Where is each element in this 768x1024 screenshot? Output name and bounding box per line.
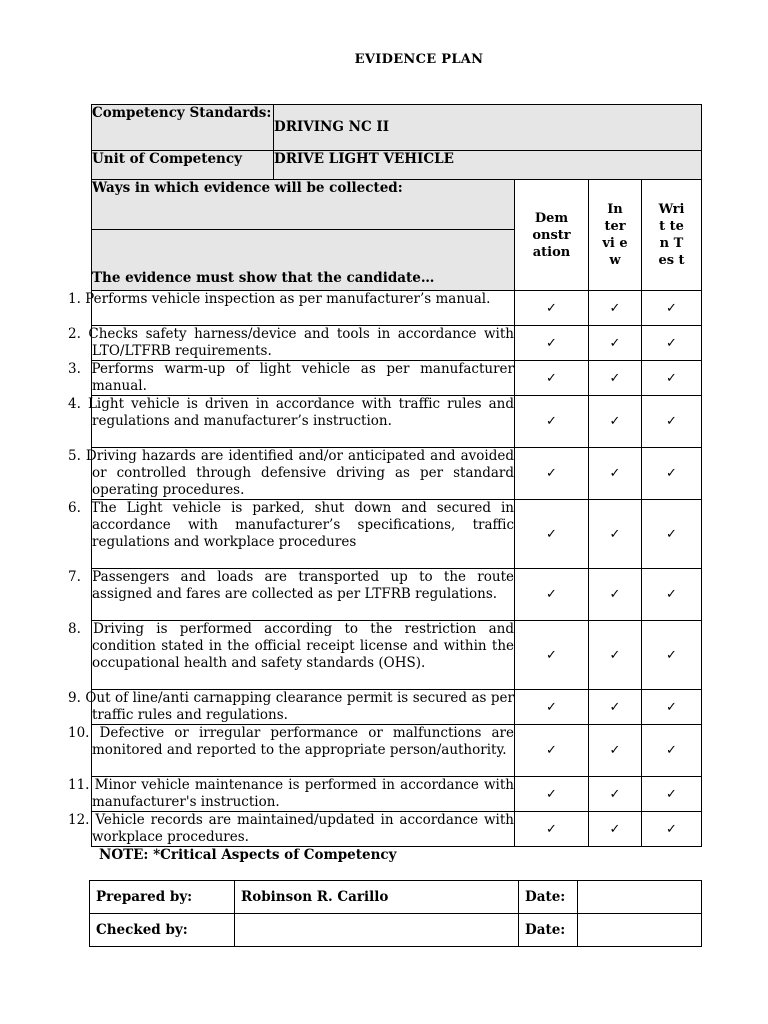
- check-mark-icon: ✓: [589, 326, 642, 361]
- date-label: Date:: [519, 914, 578, 947]
- criteria-row: [92, 812, 702, 847]
- criteria-row: [92, 777, 702, 812]
- check-mark-icon: ✓: [589, 690, 642, 725]
- criteria-row: [92, 361, 702, 396]
- check-mark-icon: ✓: [589, 812, 642, 847]
- criteria-row: [92, 690, 702, 725]
- check-mark-icon: ✓: [589, 291, 642, 326]
- check-mark-icon: ✓: [642, 569, 702, 621]
- check-mark-icon: ✓: [642, 812, 702, 847]
- check-mark-icon: ✓: [642, 690, 702, 725]
- check-mark-icon: ✓: [589, 500, 642, 569]
- criteria-text: 7. Passengers and loads are transported up to the route assigned and fares are collected as per LTFRB regulations.: [92, 569, 515, 621]
- prepared-by-value: Robinson R. Carillo: [235, 881, 519, 914]
- note-critical-aspects: NOTE: *Critical Aspects of Competency: [99, 847, 397, 863]
- check-mark-icon: ✓: [589, 361, 642, 396]
- check-mark-icon: ✓: [515, 326, 589, 361]
- check-mark-icon: ✓: [515, 291, 589, 326]
- unit-of-competency-label: Unit of Competency: [92, 151, 274, 180]
- check-mark-icon: ✓: [589, 777, 642, 812]
- criteria-row: [92, 621, 702, 690]
- check-mark-icon: ✓: [642, 326, 702, 361]
- column-demonstration: Dem onstr ation: [515, 180, 589, 291]
- check-mark-icon: ✓: [642, 396, 702, 448]
- criteria-row: [92, 448, 702, 500]
- criteria-text: 4. Light vehicle is driven in accordance with traffic rules and regulations and manufacturer’s instruction.: [92, 396, 515, 448]
- check-mark-icon: ✓: [642, 621, 702, 690]
- check-mark-icon: ✓: [642, 777, 702, 812]
- criteria-text: 2. Checks safety harness/device and tools in accordance with LTO/LTFRB requirements.: [68, 326, 514, 359]
- checked-date-value: [578, 914, 702, 947]
- criteria-text: 9. Out of line/anti carnapping clearance permit is secured as per traffic rules and regulations.: [68, 690, 514, 723]
- check-mark-icon: ✓: [642, 725, 702, 777]
- criteria-text: 12. Vehicle records are maintained/updated in accordance with workplace procedures.: [68, 812, 514, 845]
- checked-by-label: Checked by:: [90, 914, 235, 947]
- date-label: Date:: [519, 881, 578, 914]
- check-mark-icon: ✓: [589, 725, 642, 777]
- check-mark-icon: ✓: [515, 725, 589, 777]
- check-mark-icon: ✓: [515, 621, 589, 690]
- page-title: EVIDENCE PLAN: [354, 52, 484, 67]
- check-mark-icon: ✓: [515, 396, 589, 448]
- check-mark-icon: ✓: [589, 448, 642, 500]
- column-written-test: Writ te n Tes t: [642, 180, 702, 291]
- check-mark-icon: ✓: [642, 500, 702, 569]
- criteria-row: [92, 396, 702, 448]
- check-mark-icon: ✓: [515, 812, 589, 847]
- unit-of-competency-value: DRIVE LIGHT VEHICLE: [274, 151, 702, 180]
- check-mark-icon: ✓: [515, 569, 589, 621]
- criteria-row: [92, 500, 702, 569]
- competency-standards-value: DRIVING NC II: [274, 105, 702, 151]
- criteria-row: [92, 569, 702, 621]
- signoff-table: [89, 880, 702, 947]
- check-mark-icon: ✓: [515, 500, 589, 569]
- criteria-text: 5. Driving hazards are identified and/or anticipated and avoided or controlled through defensive driving as per standard operating procedures.: [68, 448, 514, 498]
- check-mark-icon: ✓: [589, 569, 642, 621]
- checked-by-value: [235, 914, 519, 947]
- column-interview: In ter vi ew: [589, 180, 642, 291]
- prepared-by-label: Prepared by:: [90, 881, 235, 914]
- prepared-date-value: [578, 881, 702, 914]
- check-mark-icon: ✓: [515, 448, 589, 500]
- criteria-text: 8. Driving is performed according to the restriction and condition stated in the official receipt license and within the occupational health and safety standards (OHS).: [92, 621, 515, 690]
- criteria-text: 10. Defective or irregular performance or malfunctions are monitored and reported to the appropriate person/authority.: [92, 725, 515, 777]
- competency-standards-label: Competency Standards:: [92, 105, 274, 151]
- check-mark-icon: ✓: [515, 361, 589, 396]
- check-mark-icon: ✓: [589, 396, 642, 448]
- check-mark-icon: ✓: [589, 621, 642, 690]
- ways-collected-label: Ways in which evidence will be collected:: [92, 180, 515, 230]
- check-mark-icon: ✓: [642, 291, 702, 326]
- criteria-row: [92, 291, 702, 326]
- evidence-plan-table: [68, 104, 702, 847]
- criteria-text: 6. The Light vehicle is parked, shut down and secured in accordance with manufacturer’s specifications, traffic regulations and workplace procedures: [92, 500, 515, 569]
- check-mark-icon: ✓: [642, 448, 702, 500]
- criteria-text: 3. Performs warm-up of light vehicle as per manufacturer manual.: [68, 361, 514, 394]
- check-mark-icon: ✓: [515, 690, 589, 725]
- check-mark-icon: ✓: [515, 777, 589, 812]
- evidence-must-show-label: The evidence must show that the candidate…: [92, 230, 515, 291]
- criteria-row: [92, 326, 702, 361]
- criteria-row: [92, 725, 702, 777]
- criteria-text: 11. Minor vehicle maintenance is performed in accordance with manufacturer's instruction.: [68, 777, 514, 810]
- criteria-text: 1. Performs vehicle inspection as per manufacturer’s manual.: [92, 291, 515, 326]
- check-mark-icon: ✓: [642, 361, 702, 396]
